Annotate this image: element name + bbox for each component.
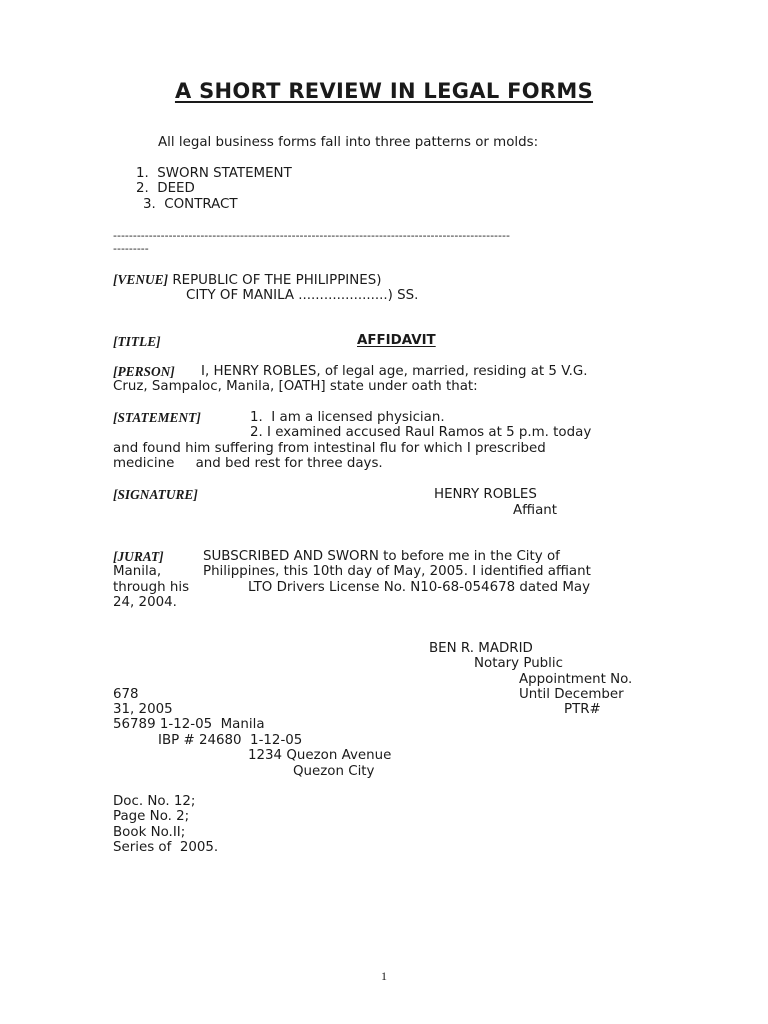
statement-item-2-cont: and found him suffering from intestinal flu for which I prescribed [113, 441, 546, 456]
jurat-tag: [JURAT] [113, 549, 164, 564]
notary-until: Until December [519, 687, 624, 702]
statement-item-2-end: medicine and bed rest for three days. [113, 456, 383, 471]
person-tag: [PERSON] [113, 364, 175, 379]
notary-ibp: IBP # 24680 1-12-05 [158, 733, 303, 748]
intro-text: All legal business forms fall into three patterns or molds: [158, 135, 539, 150]
pattern-item-2: 2. DEED [136, 181, 195, 196]
notary-ptr-number: 56789 1-12-05 Manila [113, 717, 265, 732]
notary-ptr-label: PTR# [564, 702, 601, 717]
notary-address-2: Quezon City [293, 764, 375, 779]
notary-until-date: 31, 2005 [113, 702, 173, 717]
statement-item-1: 1. I am a licensed physician. [250, 410, 445, 425]
doc-number: Doc. No. 12; [113, 794, 196, 809]
jurat-line-2b: Philippines, this 10th day of May, 2005. I identified affiant [203, 564, 591, 579]
notary-appointment: Appointment No. [519, 672, 633, 687]
page-number-ref: Page No. 2; [113, 809, 190, 824]
page-number: 1 [381, 969, 387, 983]
jurat-line-4: 24, 2004. [113, 595, 177, 610]
statement-tag: [STATEMENT] [113, 410, 201, 425]
book-number: Book No.II; [113, 825, 186, 840]
person-text-1: I, HENRY ROBLES, of legal age, married, residing at 5 V.G. [201, 364, 588, 379]
statement-item-2: 2. I examined accused Raul Ramos at 5 p.m. today [250, 425, 592, 440]
venue-line-1 [113, 272, 381, 289]
notary-appointment-number: 678 [113, 687, 139, 702]
signature-tag: [SIGNATURE] [113, 487, 198, 502]
signature-role: Affiant [513, 503, 558, 518]
page-title: A SHORT REVIEW IN LEGAL FORMS [174, 79, 594, 103]
venue-tag: [VENUE] [113, 272, 169, 287]
separator-line-continued: --------- [113, 242, 149, 255]
person-text-2: Cruz, Sampaloc, Manila, [OATH] state under oath that: [113, 379, 478, 394]
venue-text-1: REPUBLIC OF THE PHILIPPINES) [168, 273, 382, 288]
title-tag: [TITLE] [113, 334, 161, 349]
affidavit-heading: AFFIDAVIT [357, 333, 436, 348]
jurat-line-1: SUBSCRIBED AND SWORN to before me in the City of [203, 549, 560, 564]
venue-line-2: CITY OF MANILA .....................) SS. [186, 288, 419, 303]
jurat-line-2a: Manila, [113, 564, 162, 579]
pattern-item-3: 3. CONTRACT [143, 197, 238, 212]
notary-address-1: 1234 Quezon Avenue [248, 748, 392, 763]
pattern-item-1: 1. SWORN STATEMENT [136, 166, 292, 181]
signature-name: HENRY ROBLES [434, 487, 537, 502]
jurat-line-3b: LTO Drivers License No. N10-68-054678 dated May [248, 580, 591, 595]
notary-title: Notary Public [474, 656, 563, 671]
series-year: Series of 2005. [113, 840, 219, 855]
notary-name: BEN R. MADRID [429, 641, 533, 656]
separator-line: ---------------------------------------------------------------------------------------------------- [113, 229, 510, 242]
jurat-line-3a: through his [113, 580, 190, 595]
